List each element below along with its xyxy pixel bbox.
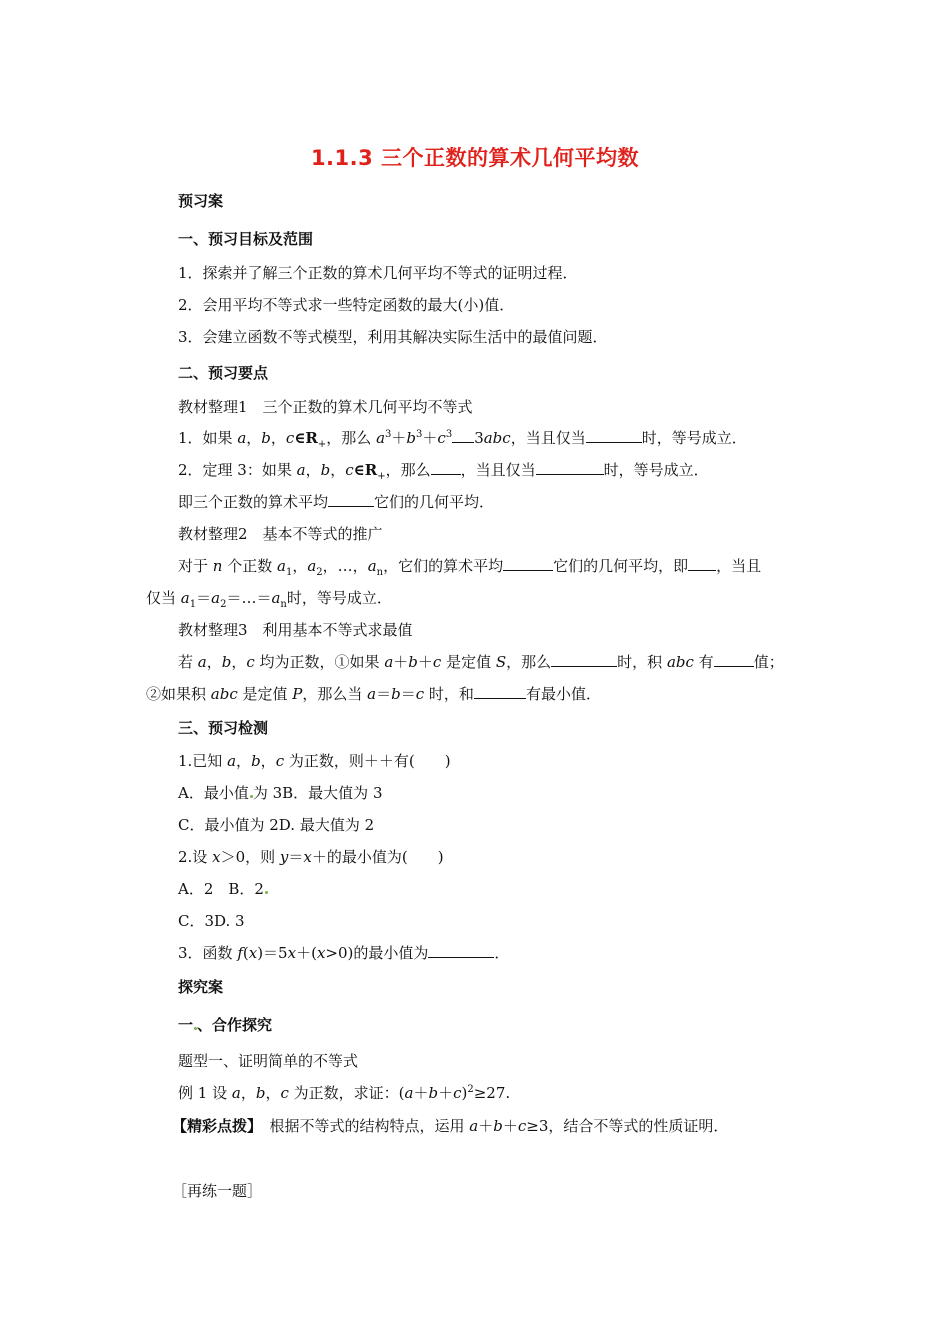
fill-blank <box>328 492 374 507</box>
fill-blank <box>503 556 553 571</box>
extremum-line-1: 若 a，b，c 均为正数，①如果 a＋b＋c 是定值 S，那么 时，积 abc 有 值； <box>178 653 784 671</box>
inequality-line-1: 1．如果 a，b，$c\in R_+$，那么 $a^3+b^3+c^3$ 3abc，当且仅当 时，等号成立． <box>178 429 747 450</box>
hint-line: 【精彩点拨】 根据不等式的结构特点，运用 a＋b＋c≥3，结合不等式的性质证明． <box>172 1117 729 1135</box>
goal-item-3: 3．会建立函数不等式模型，利用其解决实际生活中的最值问题． <box>178 328 608 346</box>
goal-item-1: 1．探索并了解三个正数的算术几何平均不等式的证明过程． <box>178 264 578 282</box>
question-2: 2.设 x＞0，则 y＝x＋的最小值为( ) <box>178 848 444 866</box>
fill-blank <box>551 652 617 667</box>
extremum-line-2: ②如果积 abc 是定值 P，那么当 a＝b＝c 时，和 有最小值． <box>146 685 601 703</box>
material1-title: 教材整理1 三个正数的算术几何平均不等式 <box>178 398 473 416</box>
question-1-options-ab: A．最小值 为 3B．最大值为 3 <box>178 784 383 802</box>
goal-item-2: 2．会用平均不等式求一些特定函数的最大(小)值． <box>178 296 515 314</box>
question-1-options-cd: C．最小值为 2D. 最大值为 2 <box>178 816 375 834</box>
fill-blank <box>474 684 526 699</box>
question-2-options-ab: A．2 B．2 <box>178 878 268 900</box>
page-title: 1.1.3 三个正数的算术几何平均数 <box>310 146 640 170</box>
theorem3-line: 2．定理 3：如果 a，b，$c\in R_+$，那么 ，当且仅当 时，等号成立． <box>178 461 709 482</box>
section1-heading: 一、预习目标及范围 <box>178 230 314 248</box>
question-2-options-cd: C．3D. 3 <box>178 912 245 930</box>
arithmetic-geometric-line: 即三个正数的算术平均 它们的几何平均． <box>178 493 495 511</box>
generalization-line-1: 对于 n 个正数 $a_1$，$a_2$，…，$a_n$，它们的算术平均 它们的几何平均，即 ，当且 <box>178 557 762 578</box>
practice-label: ［再练一题］ <box>172 1182 263 1200</box>
fill-blank <box>431 460 461 475</box>
generalization-line-2: 仅当 $a_1=a_2=\dots=a_n$时，等号成立． <box>146 589 392 610</box>
fill-blank <box>714 652 754 667</box>
mark-dot <box>265 891 268 894</box>
fill-blank <box>688 556 716 571</box>
section2-heading: 二、预习要点 <box>178 364 269 382</box>
preview-case-heading: 预习案 <box>178 192 224 210</box>
fill-blank <box>452 428 474 443</box>
question-1: 1.已知 a，b，c 为正数，则＋＋有( ) <box>178 752 451 770</box>
type1-title: 题型一、证明简单的不等式 <box>178 1052 359 1070</box>
fill-blank <box>586 428 642 443</box>
section3-heading: 三、预习检测 <box>178 719 269 737</box>
question-3: 3．函数 f(x)＝5x＋(x>0)的最小值为 ． <box>178 944 510 962</box>
fill-blank <box>428 943 494 958</box>
hint-label: 【精彩点拨】 <box>172 1117 255 1135</box>
fill-blank <box>536 460 604 475</box>
material2-title: 教材整理2 基本不等式的推广 <box>178 525 383 543</box>
explore-case-heading: 探究案 <box>178 978 224 996</box>
example-1: 例 1 设 a，b，c 为正数，求证：$(a+b+c)^2\ge 27$. <box>178 1084 511 1102</box>
material3-title: 教材整理3 利用基本不等式求最值 <box>178 621 413 639</box>
section4-heading: 一 、合作探究 <box>178 1016 273 1034</box>
